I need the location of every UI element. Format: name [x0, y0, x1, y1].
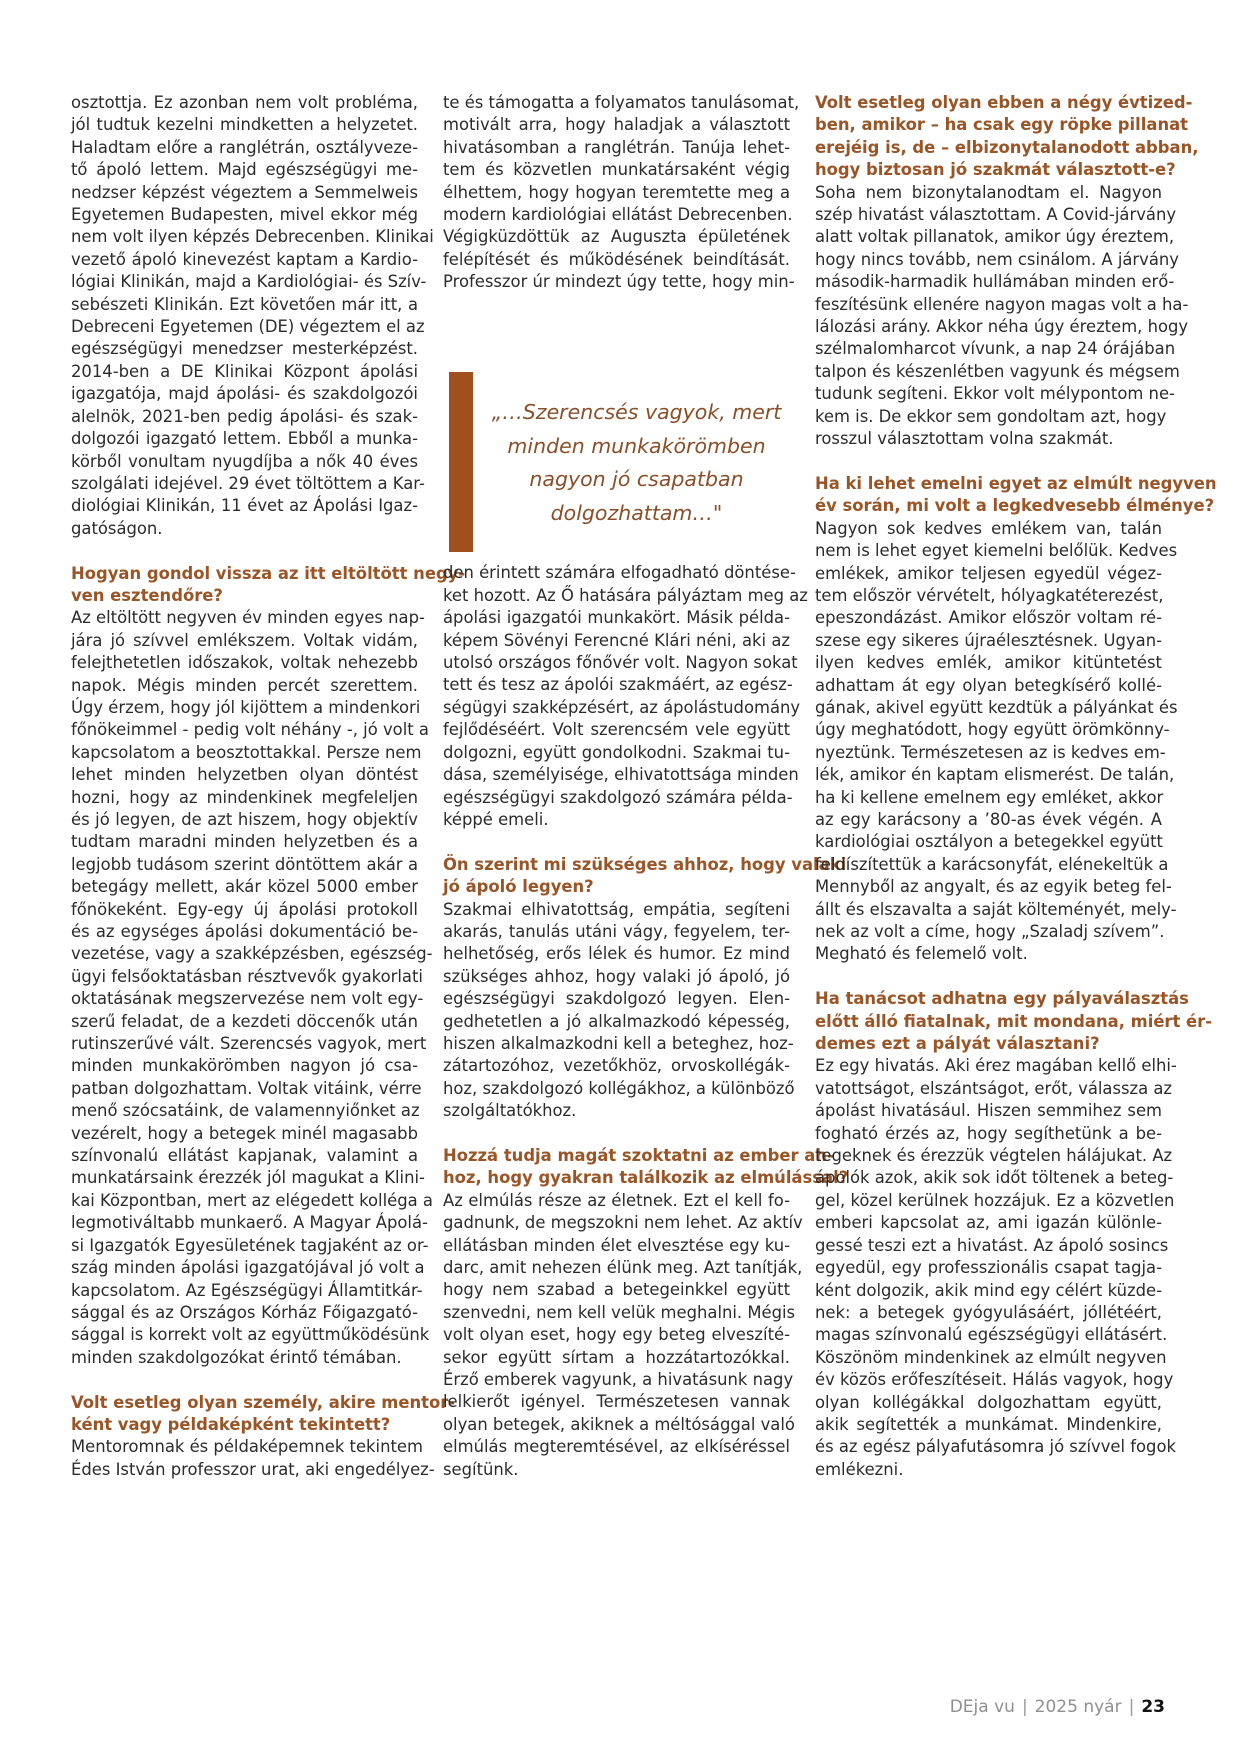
text-line: nek: a betegek gyógyulásáért, jóllétéért,: [815, 1302, 1162, 1322]
text-line: nyeztünk. Természetesen az is kedves em-: [815, 742, 1166, 762]
text-line: hivatásomban a ranglétrán. Tanúja lehet-: [443, 137, 790, 157]
text-line: képpé emeli.: [443, 809, 549, 829]
text-line: hogy nincs tovább, nem csinálom. A járvány: [815, 249, 1179, 269]
text-line: nem is lehet egyet kiemelni belőlük. Kedves: [815, 541, 1178, 561]
text-line: vatottságot, elszántságot, erőt, válassza az: [815, 1078, 1173, 1098]
text-line: Ha ki lehet emelni egyet az elmúlt negyven: [815, 473, 1217, 493]
text-line: 2014-ben a DE Klinikai Központ ápolási: [71, 361, 418, 381]
text-line: modern kardiológiai ellátást Debrecenben.: [443, 205, 793, 225]
text-line: feszítésünk ellenére nagyon magas volt a ha-: [815, 294, 1189, 314]
text-line: szép hivatást választottam. A Covid-járvány: [815, 205, 1177, 225]
text-line: Volt esetleg olyan ebben a négy évtized-: [815, 93, 1193, 112]
text-line: előtt álló fiatalnak, mit mondana, miért ér-: [815, 1011, 1213, 1031]
text-line: Hogyan gondol vissza az itt eltöltött negy-: [71, 563, 466, 583]
text-line: hoz, hogy gyakran találkozik az elmúlással?: [443, 1168, 849, 1188]
text-line: igazgatója, majd ápolási- és szakdolgozói: [71, 384, 418, 404]
text-line: ven esztendőre?: [71, 585, 223, 605]
text-line: szenvedni, nem kell velük meghalni. Mégis: [443, 1302, 796, 1322]
text-line: felépítését és működésének beindítását.: [443, 249, 790, 269]
text-line: nedzser képzést végeztem a Semmelweis: [71, 182, 418, 202]
text-line: den érintett számára elfogadható döntése-: [443, 563, 796, 583]
text-line: lehet minden helyzetben olyan döntést: [71, 765, 418, 785]
question-heading: [71, 1392, 456, 1437]
text-line: emlékek, amikor teljesen egyedül végez-: [815, 563, 1162, 583]
text-line: fejlődéséért. Volt szerencsém vele együtt: [443, 720, 790, 740]
paragraph-spacer: [71, 1369, 418, 1391]
text-line: ápolást hivatásául. Hiszen semmihez sem: [815, 1101, 1162, 1121]
text-line: hoz, szakdolgozó kollégákhoz, a különböző: [443, 1078, 795, 1098]
question-heading: [815, 92, 1199, 182]
question-heading: [815, 473, 1217, 518]
text-line: tő ápoló lettem. Majd egészségügyi me-: [71, 160, 418, 180]
text-line: jára jó szívvel emlékszem. Voltak vidám,: [71, 630, 418, 650]
text-line: ilyen kedves emlék, amikor kitüntetést: [815, 653, 1162, 673]
text-line: utolsó országos főnővér volt. Nagyon sokat: [443, 653, 798, 673]
text-line: segítünk.: [443, 1459, 519, 1479]
text-line: Érző emberek vagyunk, a hivatásunk nagy: [443, 1370, 794, 1390]
text-line: zátartozóhoz, vezetőkhöz, orvoskollégák-: [443, 1056, 790, 1076]
text-line: helhetőség, erős lélek és humor. Ez mind: [443, 944, 790, 964]
article-column-3: [815, 92, 1217, 1481]
text-line: kapcsolatom. Az Egészségügyi Államtitkár-: [71, 1280, 423, 1300]
answer-paragraph: [71, 607, 433, 1369]
text-line: tudtam maradni minden helyzetben és a: [71, 832, 418, 852]
text-line: lék, amikor én kaptam elismerést. De talán,: [815, 765, 1175, 785]
text-line: sebészeti Klinikán. Ezt követően már itt, a: [71, 294, 418, 314]
text-line: Megható és felemelő volt.: [815, 944, 1028, 964]
text-line: Köszönöm mindenkinek az elmúlt negyven: [815, 1347, 1167, 1367]
text-line: rosszul választottam volna szakmát.: [815, 429, 1114, 449]
text-line: nek az volt a címe, hogy „Szaladj szívem”.: [815, 922, 1165, 942]
text-line: Mennyből az angyalt, és az egyik beteg fel-: [815, 877, 1172, 897]
pull-quote-line: „…Szerencsés vagyok, mert: [491, 400, 782, 424]
text-line: állt és elszavalta a saját költeményét, mely-: [815, 899, 1177, 919]
question-heading: [443, 854, 847, 899]
text-line: Egyetemen Budapesten, mivel ekkor még: [71, 205, 418, 225]
text-line: dolgozói igazgató lettem. Ebből a munka-: [71, 429, 418, 449]
pull-quote-text: [483, 396, 790, 530]
text-line: magas színvonalú egészségügyi ellátásért.: [815, 1325, 1168, 1345]
answer-paragraph: [71, 92, 434, 540]
text-line: második-harmadik hullámában minden erő-: [815, 272, 1175, 292]
text-line: tudunk segíteni. Ekkor volt mélypontom ne-: [815, 384, 1175, 404]
text-line: talpon és készenlétben vagyunk és mégsem: [815, 361, 1180, 381]
text-line: ápolási igazgatói munkakört. Másik példa-: [443, 608, 790, 628]
text-line: ellátásban minden élet elvesztése egy ku-: [443, 1235, 790, 1255]
text-line: Ez egy hivatás. Aki érez magában kellő elhi-: [815, 1056, 1177, 1076]
text-line: felejthetetlen időszakok, voltak nehezebb: [71, 653, 418, 673]
page-number: 23: [1141, 1697, 1165, 1717]
text-line: Hozzá tudja magát szoktatni az ember ah-: [443, 1145, 834, 1165]
text-line: egyedül, egy professzionális csapat tagja-: [815, 1258, 1162, 1278]
question-heading: [71, 563, 466, 608]
text-line: Az eltöltött negyven év minden egyes nap-: [71, 608, 425, 628]
paragraph-spacer: [815, 966, 1162, 988]
text-line: betegágy mellett, akár közel 5000 ember: [71, 877, 418, 897]
text-line: Végigküzdöttük az Auguszta épületének: [443, 227, 790, 247]
text-line: ápolók azok, akik sok időt töltenek a beteg-: [815, 1168, 1174, 1188]
text-line: tem először vérvételt, hólyagkatéterezést,: [815, 585, 1164, 605]
text-line: diológiai Klinikán, 11 évet az Ápolási Igaz-: [71, 496, 418, 516]
paragraph-spacer: [443, 831, 790, 853]
text-line: olyan betegek, akiknek a méltósággal való: [443, 1414, 795, 1434]
text-line: ben, amikor – ha csak egy röpke pillanat: [815, 115, 1189, 135]
text-line: vezérelt, hogy a betegek minél magasabb: [71, 1123, 418, 1143]
text-line: adhattam át egy olyan betegkísérő kollé-: [815, 675, 1162, 695]
text-line: lelkierőt igényel. Természetesen vannak: [443, 1392, 790, 1412]
text-line: és jó legyen, de azt hiszem, hogy objektív: [71, 809, 418, 829]
pull-quote-line: nagyon jó csapatban: [529, 467, 744, 491]
text-line: kem is. De ekkor sem gondoltam azt, hogy: [815, 406, 1167, 426]
text-line: egészségügyi szakdolgozó számára példa-: [443, 787, 793, 807]
text-line: Debreceni Egyetemen (DE) végeztem el az: [71, 317, 425, 337]
text-line: menő szócsatáink, de valamennyiőnket az: [71, 1101, 420, 1121]
text-line: elmúlás megteremtésével, az elkíséréssel: [443, 1437, 790, 1457]
text-line: hogy biztosan jó szakmát választott-e?: [815, 160, 1176, 180]
text-line: képem Sövényi Ferencné Klári néni, aki az: [443, 630, 790, 650]
text-line: szese egy sikeres újraélesztésnek. Ugyan-: [815, 630, 1162, 650]
text-line: motivált arra, hogy haladjak a választott: [443, 115, 790, 135]
text-line: ügyi felsőoktatásban résztvevők gyakorlati: [71, 966, 423, 986]
text-line: szükséges ahhoz, hogy valaki jó ápoló, jó: [443, 966, 790, 986]
text-line: si Igazgatók Egyesületének tagjaként az or-: [71, 1235, 429, 1255]
text-line: jó ápoló legyen?: [443, 877, 594, 897]
text-line: Ön szerint mi szükséges ahhoz, hogy valaki: [443, 854, 847, 874]
text-line: úgy meghatódott, hogy együtt örömkönny-: [815, 720, 1170, 740]
paragraph-spacer: [71, 540, 418, 562]
pull-quote: [443, 372, 790, 552]
text-line: osztottja. Ez azonban nem volt probléma,: [71, 93, 418, 112]
text-line: szolgálati idejével. 29 évet töltöttem a Kar-: [71, 473, 425, 493]
footer-divider: |: [1128, 1697, 1135, 1717]
text-line: főnökeként. Egy-egy új ápolási protokoll: [71, 899, 418, 919]
text-line: élhettem, hogy hogyan teremtette meg a: [443, 182, 790, 202]
text-line: tett és tesz az ápolói szakmáért, az egész-: [443, 675, 793, 695]
text-line: lálozási arány. Akkor néha úgy éreztem, hogy: [815, 317, 1189, 337]
text-line: lógiai Klinikán, majd a Kardiológiai- és Szív-: [71, 272, 427, 292]
quote-accent-bar: [449, 372, 473, 552]
text-line: dása, személyisége, elhivatottsága minden: [443, 765, 799, 785]
text-line: Volt esetleg olyan személy, akire mentor-: [71, 1392, 456, 1412]
text-line: hozni, hogy az mindenkinek megfeleljen: [71, 787, 418, 807]
text-line: volt olyan eset, hogy egy beteg elveszíté-: [443, 1325, 790, 1345]
text-line: gának, akivel együtt kezdtük a pályánkat és: [815, 697, 1178, 717]
text-line: napok. Mégis minden percét szerettem.: [71, 675, 418, 695]
magazine-name: DEja vu: [949, 1697, 1015, 1717]
text-line: Úgy érzem, hogy jól kijöttem a mindenkori: [71, 697, 421, 717]
text-line: munkatársaink érezzék jól magukat a Klini-: [71, 1168, 425, 1188]
text-line: főnökeimmel - pedig volt néhány -, jó volt a: [71, 720, 429, 740]
answer-paragraph: [815, 1055, 1177, 1481]
text-line: kardiológiai osztályon a betegekkel együtt: [815, 832, 1163, 852]
text-line: demes ezt a pályát választani?: [815, 1034, 1100, 1054]
question-heading: [443, 1145, 849, 1190]
answer-paragraph: [71, 1436, 435, 1481]
text-line: körből vonultam nyugdíjba a nők 40 éves: [71, 451, 418, 471]
text-line: vezetése, vagy a szakképzésben, egészség-: [71, 944, 433, 964]
text-line: Mentoromnak és példaképemnek tekintem: [71, 1437, 423, 1457]
text-line: darc, amit nehezen élünk meg. Azt tanítják,: [443, 1258, 803, 1278]
text-line: akarás, tanulás utáni vágy, fegyelem, ter-: [443, 921, 790, 941]
issue-label: 2025 nyár: [1034, 1697, 1122, 1717]
article-column-2: [443, 92, 849, 1481]
text-line: ha ki kellene emelnem egy emléket, akkor: [815, 787, 1164, 807]
text-line: feldíszítettük a karácsonyfát, elénekeltük a: [815, 854, 1169, 874]
text-line: patban dolgozhattam. Voltak vitáink, vérre: [71, 1078, 422, 1098]
question-heading: [815, 988, 1213, 1055]
text-line: Nagyon sok kedves emlékem van, talán: [815, 518, 1162, 538]
article-column-1: [71, 92, 466, 1481]
text-line: gatóságon.: [71, 518, 163, 538]
text-line: Ha tanácsot adhatna egy pályaválasztás: [815, 989, 1189, 1009]
text-line: hiszen alkalmazkodni kell a beteghez, hoz-: [443, 1033, 794, 1053]
text-line: színvonalú ellátást kapjanak, valamint a: [71, 1146, 418, 1166]
text-line: Édes István professzor urat, aki engedélyez-: [71, 1459, 435, 1479]
text-line: fogható érzés az, hogy segíthetünk a be-: [815, 1123, 1162, 1143]
text-line: és az egységes ápolási dokumentáció be-: [71, 922, 418, 942]
page-footer: [950, 1697, 1165, 1717]
answer-paragraph: [443, 899, 795, 1123]
text-line: kai Központban, mert az elégedett kolléga a: [71, 1190, 433, 1210]
text-line: az egy karácsony a ’80-as évek végén. A: [815, 809, 1162, 829]
text-line: egészségügyi menedzser mesterképzést.: [71, 339, 418, 359]
text-line: év során, mi volt a legkedvesebb élménye?: [815, 496, 1215, 516]
text-line: rutinszerűvé vált. Szerencsés vagyok, mert: [71, 1034, 427, 1054]
text-line: ségügyi szakképzésért, az ápolástudomány: [443, 697, 801, 717]
text-line: Haladtam előre a ranglétrán, osztályveze-: [71, 137, 418, 157]
text-line: dolgozni, együtt gondolkodni. Szakmai tu-: [443, 742, 790, 762]
footer-divider: |: [1021, 1697, 1028, 1717]
text-line: nem volt ilyen képzés Debrecenben. Klinikai: [71, 227, 434, 247]
text-line: év közös erőfeszítéseit. Hálás vagyok, hogy: [815, 1370, 1174, 1390]
text-line: gedhetetlen a jó alkalmazkodó képesség,: [443, 1011, 790, 1031]
text-line: gadnunk, de megszokni nem lehet. Az aktív: [443, 1213, 803, 1233]
answer-paragraph: [443, 1190, 803, 1481]
text-line: legjobb tudásom szerint döntöttem akár a: [71, 854, 418, 874]
pull-quote-line: dolgozhattam…": [550, 500, 723, 525]
text-line: akik segítették a munkámat. Mindenkire,: [815, 1414, 1162, 1434]
text-line: alelnök, 2021-ben pedig ápolási- és szak-: [71, 406, 418, 426]
text-line: szerű feladat, de a kezdeti döccenők után: [71, 1011, 418, 1031]
text-line: szolgáltatókhoz.: [443, 1101, 577, 1121]
text-line: tegeknek és érezzük végtelen hálájukat. Az: [815, 1146, 1173, 1166]
text-line: alatt voltak pillanatok, amikor úgy éreztem,: [815, 227, 1175, 247]
text-line: vezető ápoló kinevezést kaptam a Kardio-: [71, 249, 418, 269]
text-line: ként vagy példaképként tekintett?: [71, 1414, 391, 1434]
text-line: tem és közvetlen munkatársaként végig: [443, 160, 790, 180]
answer-paragraph: [815, 182, 1189, 451]
text-line: gel, közel kerülnek hozzájuk. Ez a közvetlen: [815, 1190, 1175, 1210]
text-line: sággal is korrekt volt az együttműködésünk: [71, 1325, 430, 1345]
text-line: jól tudtuk kezelni mindketten a helyzetet.: [71, 115, 418, 135]
text-line: Szakmai elhivatottság, empátia, segíteni: [443, 899, 790, 919]
text-line: emberi kapcsolat az, ami igazán különle-: [815, 1213, 1162, 1233]
text-line: minden munkakörömben nagyon jó csa-: [71, 1056, 418, 1076]
text-line: egészségügyi szakdolgozó legyen. Elen-: [443, 989, 790, 1009]
pull-quote-line: minden munkakörömben: [507, 433, 766, 458]
text-line: szélmalomharcot vívunk, a nap 24 órájában: [815, 339, 1176, 359]
text-line: szág minden ápolási igazgatójával jó volt a: [71, 1258, 425, 1278]
text-line: Az elmúlás része az életnek. Ezt el kell fo-: [443, 1190, 790, 1210]
text-line: sággal és az Országos Kórház Főigazgató-: [71, 1302, 418, 1322]
text-line: minden szakdolgozókat érintő témában.: [71, 1347, 402, 1367]
text-line: te és támogatta a folyamatos tanulásomat,: [443, 93, 800, 112]
paragraph-spacer: [815, 451, 1162, 473]
text-line: Professzor úr mindezt úgy tette, hogy min-: [443, 272, 795, 292]
text-line: erejéig is, de – elbizonytalanodott abban,: [815, 137, 1199, 157]
paragraph-spacer: [443, 1123, 790, 1145]
text-line: Soha nem bizonytalanodtam el. Nagyon: [815, 182, 1162, 202]
answer-paragraph: [443, 92, 800, 294]
text-line: oktatásának megszervezése nem volt egy-: [71, 989, 424, 1009]
text-line: kapcsolatom a beosztottakkal. Persze nem: [71, 742, 422, 762]
text-line: és az egész pályafutásomra jó szívvel fogok: [815, 1437, 1176, 1457]
text-line: olyan kollégákkal dolgozhattam együtt,: [815, 1392, 1162, 1412]
answer-paragraph: [443, 562, 808, 831]
answer-paragraph: [815, 518, 1178, 966]
text-line: emlékezni.: [815, 1459, 904, 1479]
text-line: legmotiváltabb munkaerő. A Magyar Ápolá-: [71, 1213, 428, 1233]
text-line: gessé teszi ezt a hivatást. Az ápoló sosincs: [815, 1235, 1169, 1255]
text-line: sekor együtt sírtam a hozzátartozókkal.: [443, 1347, 790, 1367]
text-line: ket hozott. Az Ő hatására pályáztam meg az: [443, 585, 808, 605]
text-line: epeszondázást. Amikor először voltam ré-: [815, 608, 1162, 628]
text-line: ként dolgozik, akik mind egy célért küzde-: [815, 1280, 1162, 1300]
text-line: hogy nem szabad a betegeinkkel együtt: [443, 1280, 790, 1300]
